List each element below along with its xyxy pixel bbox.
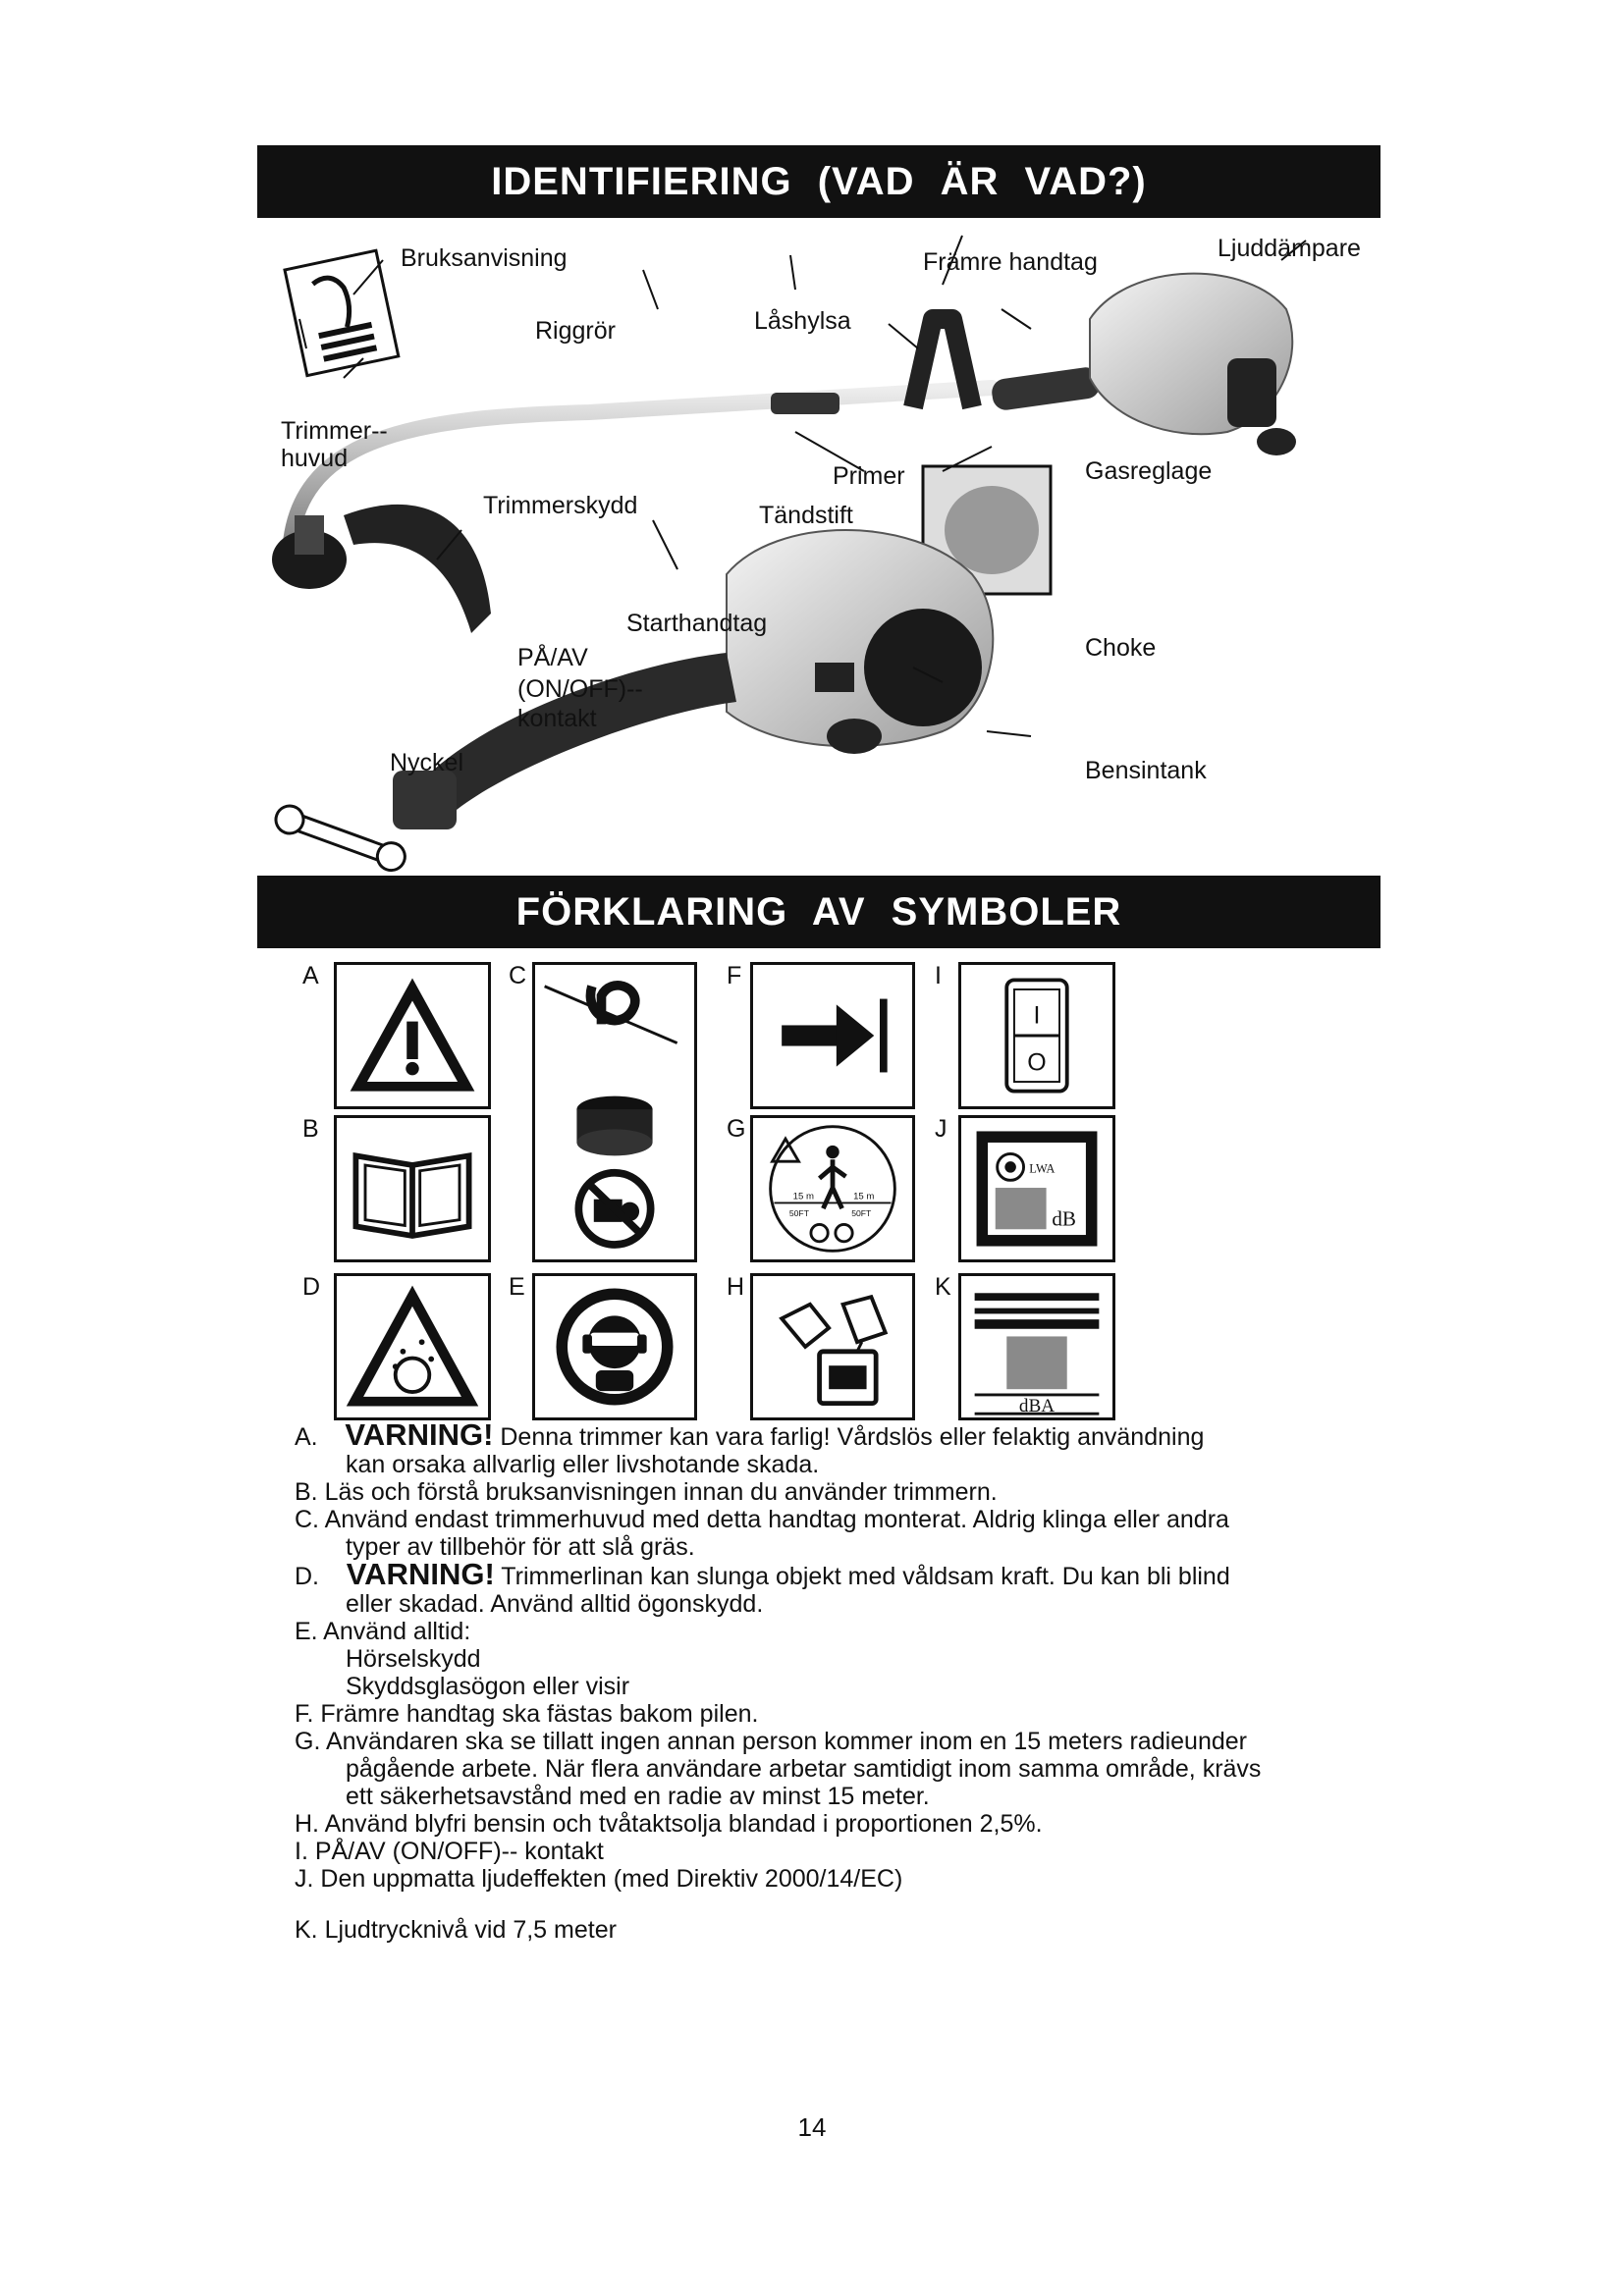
label-spark-plug: Tändstift bbox=[759, 502, 853, 529]
symbol-i-switch bbox=[958, 962, 1115, 1109]
desc-g-line2: pågående arbete. När flera användare arbetar samtidigt inom samma område, krävs bbox=[346, 1755, 1262, 1783]
g-distance-ft-right: 50FT bbox=[851, 1207, 872, 1218]
protective-gear-icon bbox=[535, 1276, 694, 1417]
symbol-a-warning bbox=[334, 962, 491, 1109]
desc-d: D. VARNING! Trimmerlinan kan slunga objekt med våldsam kraft. Du kan bli blind bbox=[295, 1557, 1230, 1591]
label-trimmer-head-1: Trimmer-- bbox=[281, 417, 388, 445]
label-throttle: Gasreglage bbox=[1085, 457, 1213, 485]
symbol-k-sound-pressure bbox=[958, 1273, 1115, 1420]
label-muffler: Ljuddämpare bbox=[1218, 235, 1361, 262]
desc-i: I. PÅ/AV (ON/OFF)-- kontakt bbox=[295, 1838, 604, 1865]
label-key: Nyckel bbox=[390, 749, 464, 776]
desc-j: J. Den uppmatta ljudeffekten (med Direktiv 2000/14/EC) bbox=[295, 1865, 903, 1893]
symbol-j-sound-power bbox=[958, 1115, 1115, 1262]
desc-c-line2: typer av tillbehör för att slå gräs. bbox=[346, 1533, 695, 1561]
g-distance-right: 15 m bbox=[853, 1191, 875, 1202]
switch-off-mark: O bbox=[1027, 1048, 1047, 1077]
symbol-d-flying-objects bbox=[334, 1273, 491, 1420]
letter-i: I bbox=[935, 962, 942, 989]
sound-power-db: dB bbox=[1052, 1206, 1077, 1231]
label-front-handle: Främre handtag bbox=[923, 248, 1098, 276]
warning-triangle-icon bbox=[337, 965, 488, 1106]
desc-g-line3: ett säkerhetsavstånd med en radie av minst 15 meter. bbox=[346, 1783, 930, 1810]
desc-a-warning: VARNING! bbox=[345, 1417, 494, 1452]
label-starter: Starthandtag bbox=[626, 610, 768, 637]
symbols-heading: FÖRKLARING AV SYMBOLER bbox=[257, 876, 1380, 948]
label-trimmer-head-2: huvud bbox=[281, 445, 349, 472]
desc-d-line2: eller skadad. Använd alltid ögonskydd. bbox=[346, 1590, 764, 1618]
letter-g: G bbox=[727, 1115, 746, 1143]
desc-b: B. Läs och förstå bruksanvisningen innan du använder trimmern. bbox=[295, 1478, 998, 1506]
letter-d: D bbox=[302, 1273, 321, 1301]
label-guard: Trimmerskydd bbox=[483, 492, 638, 519]
symbol-c-trimmer-head bbox=[532, 962, 697, 1262]
label-onoff-3: kontakt bbox=[517, 705, 597, 732]
wrench-icon bbox=[272, 802, 408, 875]
label-manual: Bruksanvisning bbox=[401, 244, 568, 272]
desc-c: C. Använd endast trimmerhuvud med detta handtag monterat. Aldrig klinga eller andra bbox=[295, 1506, 1229, 1533]
sound-power-icon bbox=[961, 1118, 1112, 1259]
symbol-g-safety-distance bbox=[750, 1115, 915, 1262]
letter-f: F bbox=[727, 962, 742, 989]
on-off-switch-icon bbox=[961, 965, 1112, 1106]
engine-upper-icon bbox=[1090, 274, 1296, 455]
desc-e-item1: Hörselskydd bbox=[346, 1645, 481, 1673]
letter-b: B bbox=[302, 1115, 319, 1143]
desc-h: H. Använd blyfri bensin och tvåtaktsolja blandad i proportionen 2,5%. bbox=[295, 1810, 1043, 1838]
safety-distance-icon bbox=[753, 1118, 912, 1259]
fuel-can-icon bbox=[753, 1276, 912, 1417]
sound-power-lwa: LWA bbox=[1029, 1161, 1056, 1176]
letter-e: E bbox=[509, 1273, 525, 1301]
manual-icon bbox=[285, 250, 399, 375]
desc-a-line2: kan orsaka allvarlig eller livshotande skada. bbox=[346, 1451, 820, 1478]
letter-k: K bbox=[935, 1273, 951, 1301]
lock-sleeve-icon bbox=[771, 393, 839, 414]
sound-pressure-icon bbox=[961, 1276, 1112, 1417]
label-lock-sleeve: Låshylsa bbox=[754, 307, 851, 335]
sound-pressure-dba: dBA bbox=[1018, 1396, 1056, 1417]
label-shaft: Riggrör bbox=[535, 317, 616, 345]
open-book-icon bbox=[337, 1118, 488, 1259]
arrow-to-line-icon bbox=[753, 965, 912, 1106]
symbol-b-manual bbox=[334, 1115, 491, 1262]
g-distance-left: 15 m bbox=[792, 1191, 814, 1202]
label-onoff-1: PÅ/AV bbox=[517, 644, 588, 671]
flying-objects-warning-icon bbox=[337, 1276, 488, 1417]
desc-e: E. Använd alltid: bbox=[295, 1618, 471, 1645]
desc-f: F. Främre handtag ska fästas bakom pilen. bbox=[295, 1700, 759, 1728]
desc-g: G. Användaren ska se tillatt ingen annan person kommer inom en 15 meters radieunder bbox=[295, 1728, 1247, 1755]
desc-d-warning: VARNING! bbox=[346, 1557, 495, 1591]
label-choke: Choke bbox=[1085, 634, 1157, 662]
trimmer-head-icon bbox=[272, 505, 491, 633]
desc-a: A. VARNING! Denna trimmer kan vara farlig! Vårdslös eller felaktig användning bbox=[295, 1417, 1205, 1452]
label-primer: Primer bbox=[833, 462, 905, 490]
symbol-descriptions bbox=[295, 1417, 1394, 1944]
symbol-f-handle-position bbox=[750, 962, 915, 1109]
letter-j: J bbox=[935, 1115, 947, 1143]
letter-c: C bbox=[509, 962, 527, 989]
desc-e-item2: Skyddsglasögon eller visir bbox=[346, 1673, 630, 1700]
trimmer-head-no-blade-icon bbox=[535, 965, 694, 1259]
letter-a: A bbox=[302, 962, 319, 989]
letter-h: H bbox=[727, 1273, 745, 1301]
identification-heading: IDENTIFIERING (VAD ÄR VAD?) bbox=[257, 145, 1380, 218]
symbol-e-protection bbox=[532, 1273, 697, 1420]
label-tank: Bensintank bbox=[1085, 757, 1207, 784]
switch-on-mark: I bbox=[1033, 1001, 1041, 1030]
page-number: 14 bbox=[797, 2112, 827, 2142]
label-onoff-2: (ON/OFF)-- bbox=[517, 675, 643, 703]
symbol-h-fuel-mix bbox=[750, 1273, 915, 1420]
desc-k: K. Ljudtrycknivå vid 7,5 meter bbox=[295, 1916, 617, 1944]
g-distance-ft-left: 50FT bbox=[788, 1207, 809, 1218]
